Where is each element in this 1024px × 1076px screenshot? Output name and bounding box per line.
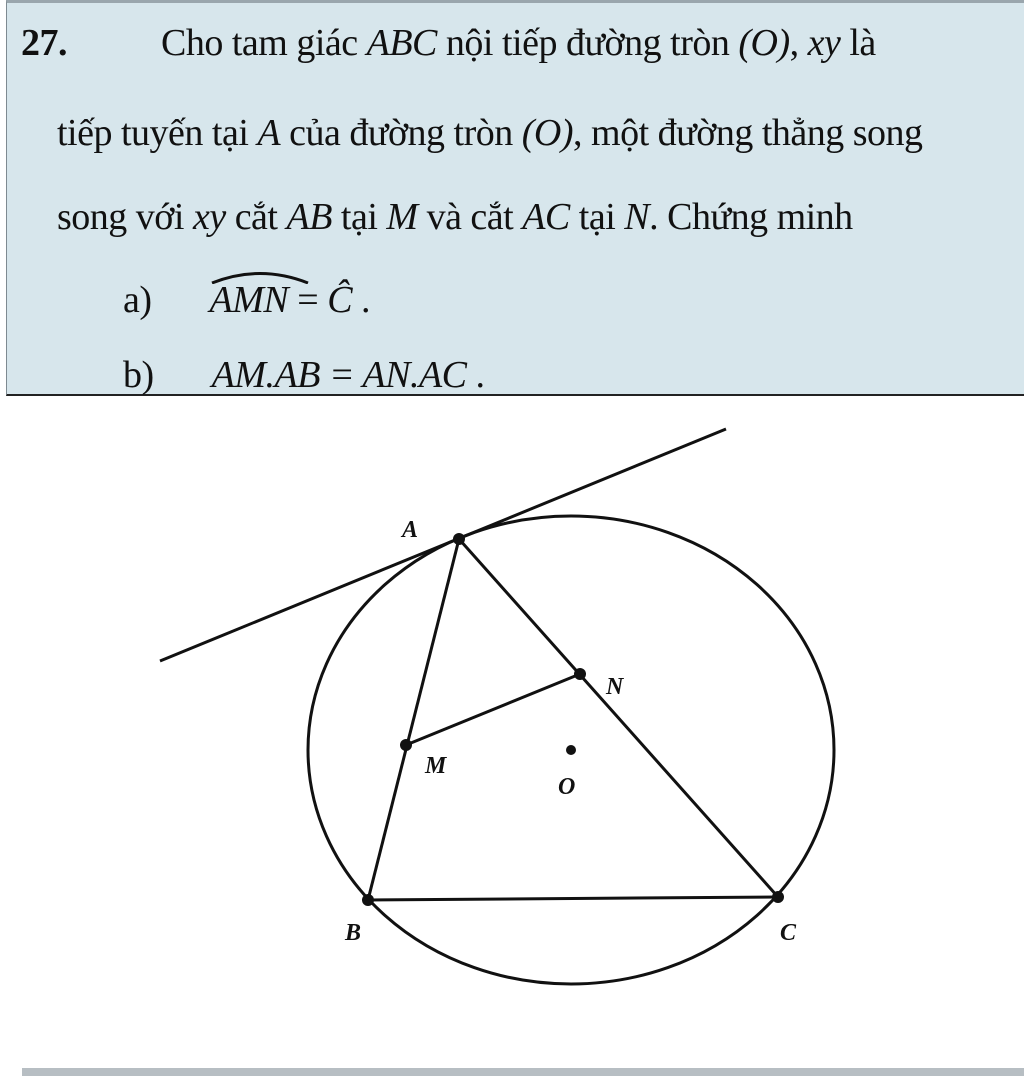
- point-b: [362, 894, 374, 906]
- geometry-diagram-svg: [0, 398, 1024, 1066]
- angle-c-hat: Ĉ: [327, 279, 353, 321]
- angle-amn-text: AMN: [209, 279, 289, 321]
- segment-bc: [368, 897, 778, 900]
- point-m: [400, 739, 412, 751]
- point-n: [574, 668, 586, 680]
- label-o: O: [558, 774, 576, 800]
- text-fragment: . Chứng minh: [649, 196, 853, 238]
- math-a: A: [257, 112, 281, 154]
- point-o: [566, 745, 576, 755]
- math-ac: AC: [522, 196, 570, 238]
- text-fragment: song với: [57, 196, 193, 238]
- text-fragment: tại: [569, 196, 625, 238]
- segment-ab: [368, 539, 459, 900]
- angle-amn: [210, 278, 289, 322]
- label-a: A: [402, 517, 419, 543]
- bottom-edge-bar: [22, 1068, 1024, 1076]
- text-fragment: và cắt: [417, 196, 523, 238]
- math-xy: xy: [192, 196, 226, 238]
- label-n: N: [606, 674, 624, 700]
- problem-line-2: [57, 111, 923, 155]
- text-fragment: ,: [789, 22, 808, 64]
- angle-arc-icon: [210, 270, 310, 284]
- part-a-label: a): [123, 279, 152, 321]
- text-fragment: là: [840, 22, 876, 64]
- text-fragment: tiếp tuyến tại: [57, 112, 258, 154]
- text-fragment: nội tiếp đường tròn: [436, 22, 739, 64]
- problem-statement-box: [6, 0, 1024, 396]
- label-c: C: [780, 920, 797, 946]
- text-fragment: cắt: [225, 196, 287, 238]
- geometry-figure: [0, 398, 1024, 1066]
- math-circle-o: (O): [738, 22, 790, 64]
- math-circle-o: (O): [521, 112, 574, 154]
- label-m: M: [425, 753, 447, 779]
- segment-mn: [406, 674, 580, 745]
- period: .: [352, 279, 371, 321]
- math-ab: AB: [286, 196, 332, 238]
- part-b-label: b): [123, 354, 154, 396]
- label-b: B: [345, 920, 362, 946]
- math-n: N: [624, 196, 650, 238]
- part-b: [123, 353, 485, 397]
- math-m: M: [386, 196, 418, 238]
- problem-line-3: [57, 195, 853, 239]
- text-fragment: của đường tròn: [280, 112, 522, 154]
- point-c: [772, 891, 784, 903]
- text-fragment: Cho tam giác: [161, 22, 367, 64]
- math-abc: ABC: [366, 22, 437, 64]
- text-fragment: , một đường thẳng song: [573, 112, 923, 154]
- equals-sign: =: [288, 279, 328, 321]
- text-fragment: tại: [331, 196, 387, 238]
- period: .: [466, 354, 485, 396]
- point-a: [453, 533, 465, 545]
- problem-number: 27.: [21, 22, 67, 64]
- math-xy: xy: [807, 22, 841, 64]
- part-b-formula: AM.AB = AN.AC: [211, 354, 467, 396]
- problem-line-1: [161, 21, 876, 65]
- segment-ac: [459, 539, 778, 897]
- part-a: [123, 278, 370, 322]
